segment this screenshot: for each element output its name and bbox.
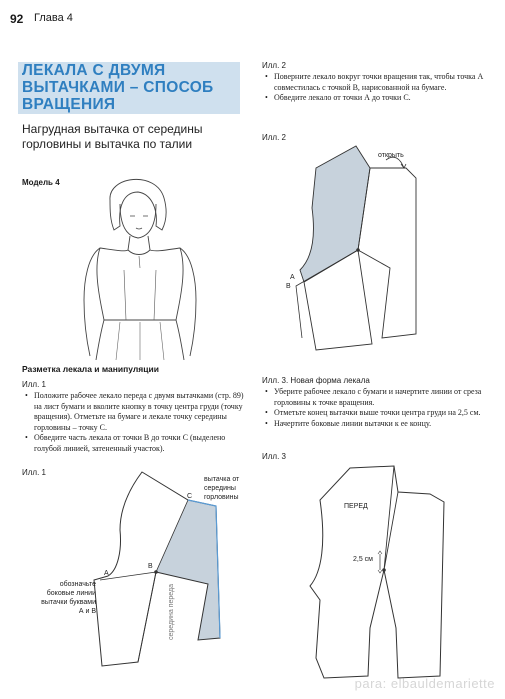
fig3-measure-label: 2,5 см — [353, 556, 373, 563]
letter-c: C — [187, 493, 193, 500]
ill1-heading: Илл. 1 — [22, 380, 46, 389]
ill3-steps — [264, 387, 496, 429]
chapter-title: Глава 4 — [34, 12, 73, 24]
page-number: 92 — [10, 12, 24, 26]
title-line-3: ВРАЩЕНИЯ — [22, 96, 116, 113]
fig1-label: Илл. 1 — [22, 468, 46, 477]
ill2-heading: Илл. 2 — [262, 61, 286, 70]
fig2-label: Илл. 2 — [262, 133, 286, 142]
fig2-letter-b: B — [286, 283, 291, 290]
letter-a: A — [104, 570, 109, 577]
watermark: para: elbauldemariette — [354, 676, 495, 691]
ill1-steps — [24, 391, 250, 454]
figure-3-pattern — [296, 462, 466, 684]
step-item: • Обведите лекало от точки А до точки С. — [274, 93, 494, 104]
step-item: • Отметьте конец вытачки выше точки центра груди на 2,5 см. — [274, 408, 496, 419]
ill3-heading: Илл. 3. Новая форма лекала — [262, 376, 370, 385]
step-item: • Поверните лекало вокруг точки вращения так, чтобы точка А совместилась с точкой В, нарисованной на бумаге. — [274, 72, 494, 93]
step-item: • Начертите боковые линии вытачки к ее концу. — [274, 419, 496, 430]
model-sketch — [60, 170, 220, 360]
fig1-vertical-label: середина переда — [168, 583, 175, 640]
title-line-2: ВЫТАЧКАМИ – СПОСОБ — [22, 79, 214, 96]
section-heading: Разметка лекала и манипуляции — [22, 364, 159, 374]
title-line-1: ЛЕКАЛА С ДВУМЯ — [22, 62, 166, 79]
step-item: • Обведите часть лекала от точки В до точки С (выделено голубой линией, затененный участок). — [34, 433, 250, 454]
fig1-note-right: вытачка от середины горловины — [204, 476, 240, 501]
step-item: • Положите рабочее лекало переда с двумя вытачками (стр. 89) на лист бумаги и вколите кнопку в точку центра груди (точку вращения). Отметьте на бумаге и лекале точку середины горловины – точку С. — [34, 391, 250, 433]
figure-2-pattern — [282, 138, 442, 358]
page-title — [22, 62, 242, 113]
fig3-front-label: ПЕРЕД — [344, 503, 368, 510]
fig2-open-label: открыть — [378, 152, 404, 159]
model-label: Модель 4 — [22, 178, 60, 187]
fig2-letter-a: A — [290, 274, 295, 281]
letter-b: B — [148, 563, 153, 570]
fig3-label: Илл. 3 — [262, 452, 286, 461]
fig1-note-left: обозначьте боковые линии вытачки буквами А и В — [41, 581, 96, 615]
page-subtitle: Нагрудная вытачка от середины горловины и вытачка по талии — [22, 122, 203, 151]
ill2-steps — [264, 72, 494, 104]
step-item: • Уберите рабочее лекало с бумаги и начертите линии от среза горловины к точке вращения. — [274, 387, 496, 408]
